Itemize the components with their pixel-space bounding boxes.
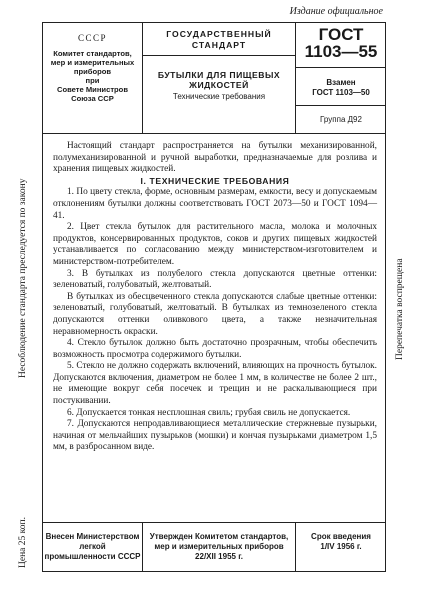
group-code: Группа Д92 <box>320 115 362 124</box>
intro-paragraph: Настоящий стандарт распространяется на бутылки механизированной, полумеханизированной и ручной выработки, предназначаемые для розлива и хранения пищевых жидкостей. <box>53 141 377 175</box>
country-label: СССР <box>77 33 107 43</box>
paragraph: 1. По цвету стекла, форме, основным размерам, емкости, весу и допускаемым отклонениям бутылки должны соответствовать ГОСТ 2073—50 и ГОСТ 1094—41. <box>53 187 377 221</box>
edition-note: Издание официальное <box>289 6 383 17</box>
gost-designation: ГОСТ 1103—55 <box>296 23 386 68</box>
paragraph: 4. Стекло бутылок должно быть достаточно прозрачным, чтобы обеспечить возможность просмотра содержимого бутылки. <box>53 338 377 360</box>
paragraph: 7. Допускаются непродавливающиеся металлические стержневые пузырьки, начиная от мельчайших пузырьков (мошки) и кончая пузырьками диаметром 1,5 мм, в разбросанном виде. <box>53 419 377 453</box>
issuer-column <box>43 23 143 133</box>
standard-frame <box>42 22 386 572</box>
gost-column <box>296 23 386 133</box>
title-column <box>143 23 296 133</box>
standard-type: ГОСУДАРСТВЕННЫЙ СТАНДАРТ <box>143 23 295 56</box>
paragraph: 2. Цвет стекла бутылок для растительного масла, молока и молочных продуктов, консервированных продуктов, соков и других пищевых жидкостей устанавливается по согласованию между министерством-изготовителем и министерством-потребителем. <box>53 222 377 267</box>
reprint-note: Перепечатка воспрещена <box>395 258 405 360</box>
price-note: Цена 25 коп. <box>18 517 28 568</box>
effective-date: Срок введения 1/IV 1956 г. <box>311 532 371 551</box>
left-margin-notes <box>18 108 32 568</box>
paragraph: В бутылках из обесцвеченного стекла допускаются слабые цветные оттенки: зеленоватый, голубоватый, желтоватый. В бутылках из темнозеленого стекла допускаются оттенки оливкового цвета, а также незначительная неравномерность окраски. <box>53 291 377 337</box>
document-title: БУТЫЛКИ ДЛЯ ПИЩЕВЫХ ЖИДКОСТЕЙ <box>157 70 281 90</box>
document-subtitle: Технические требования <box>172 92 266 101</box>
document-body <box>53 141 377 454</box>
paragraph: 3. В бутылках из полубелого стекла допускаются цветные оттенки: зеленоватый, голубоватый, желтоватый. <box>53 268 377 291</box>
footer-block <box>43 522 385 571</box>
section-title: I. ТЕХНИЧЕСКИЕ ТРЕБОВАНИЯ <box>140 175 290 186</box>
header-block <box>43 23 385 134</box>
committee-name: Комитет стандартов, мер и измерительных приборов при Совете Министров Союза ССР <box>50 49 135 103</box>
replaces-info: Взамен ГОСТ 1103—50 <box>296 68 386 106</box>
paragraph: 6. Допускается тонкая несплошная свиль; грубая свиль не допускается. <box>67 407 351 418</box>
approved-by: Утвержден Комитетом стандартов, мер и измерительных приборов 22/XII 1955 г. <box>143 523 296 571</box>
paragraph: 5. Стекло не должно содержать включений, влияющих на прочность бутылок. Допускаются включения, диаметром не более 1 мм, в количестве не более 2 шт., не имеющие вокруг себя посечек и трещин и не раскалывающиеся при постукивании. <box>53 361 377 407</box>
violation-note: Несоблюдение стандарта преследуется по закону <box>18 178 28 378</box>
submitted-by: Внесен Министерством легкой промышленности СССР <box>43 523 143 571</box>
